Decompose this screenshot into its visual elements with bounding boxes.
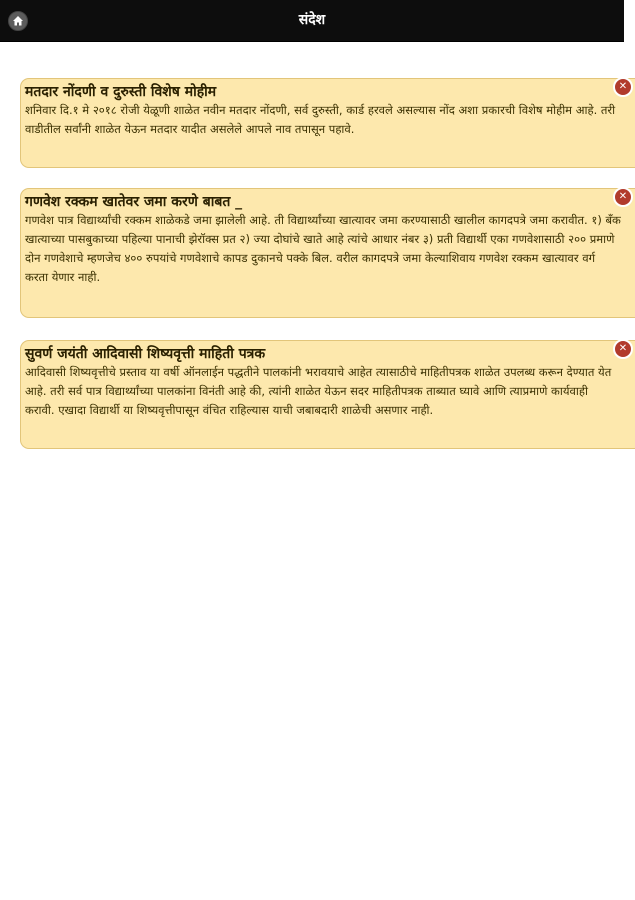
message-title: मतदार नोंदणी व दुरुस्ती विशेष मोहीम — [25, 84, 217, 100]
page-title: संदेश — [298, 12, 326, 28]
close-icon: ✕ — [618, 343, 628, 354]
close-icon: ✕ — [618, 81, 628, 92]
delete-message-button[interactable] — [613, 77, 633, 97]
message-body: गणवेश पात्र विद्यार्थ्यांची रक्कम शाळेकडे जमा झालेली आहे. ती विद्यार्थ्यांच्या खात्यावर जमा करण्यासाठी खालील कागदपत्रे जमा करावीत. १) बँक खात्याच्या पासबुकाच्या पहिल्या पानाची झेरॉक्स प्रत २) ज्या दोघांचे खाते आहे त्यांचे आधार नंबर ३) प्रती विद्यार्थी एका गणवेशासाठी २०० प्रमाणे दोन गणवेशाचे म्हणजेच ४०० रुपयांचे गणवेशाचे कापड दुकानचे पक्के बिल. वरील कागदपत्रे जमा केल्याशिवाय गणवेश रक्कम खात्यावर वर्ग करता येणार नाही. — [25, 213, 621, 284]
delete-message-button[interactable] — [613, 339, 633, 359]
message-body: आदिवासी शिष्यवृत्तीचे प्रस्ताव या वर्षी ऑनलाईन पद्धतीने पालकांनी भरावयाचे आहेत त्यासाठीचे माहितीपत्रक शाळेत उपलब्ध करून देण्यात येत आहे. तरी सर्व पात्र विद्यार्थ्यांच्या पालकांना विनंती आहे की, त्यांनी शाळेत येऊन सदर माहितीपत्रक ताब्यात घ्यावे आणि त्याप्रमाणे कार्यवाही करावी. एखादा विद्यार्थी या शिष्यवृत्तीपासून वंचित राहिल्यास याची जबाबदारी शाळेची असणार नाही. — [25, 365, 612, 417]
close-icon: ✕ — [618, 191, 628, 202]
message-card[interactable] — [20, 188, 635, 318]
message-title: गणवेश रक्कम खातेवर जमा करणे बाबत _ — [25, 194, 243, 210]
message-card[interactable] — [20, 340, 635, 449]
message-card[interactable] — [20, 78, 635, 168]
message-title: सुवर्ण जयंती आदिवासी शिष्यवृत्ती माहिती पत्रक — [25, 346, 266, 362]
message-body: शनिवार दि.१ मे २०१८ रोजी येळूणी शाळेत नवीन मतदार नोंदणी, सर्व दुरुस्ती, कार्ड हरवले असल्यास नोंद अशा प्रकारची विशेष मोहीम आहे. तरी वाडीतील सर्वांनी शाळेत येऊन मतदार यादीत असलेले आपले नाव तपासून पहावे. — [25, 103, 616, 136]
delete-message-button[interactable] — [613, 187, 633, 207]
